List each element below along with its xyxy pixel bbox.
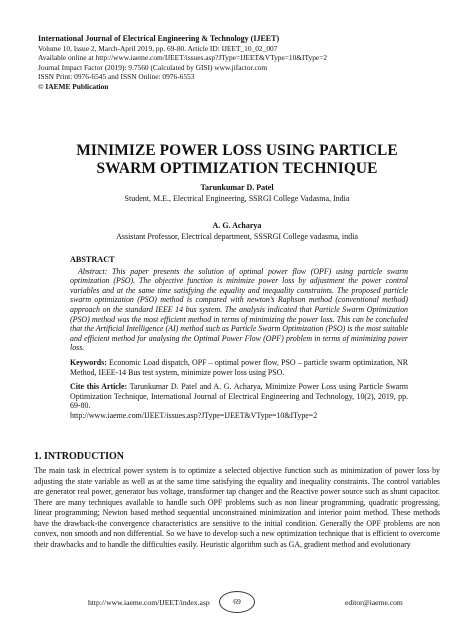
- section-body: The main task in electrical power system is to optimize a selected objective function such as minimization of power loss by adjusting the state variable as well as at the same time satisfying the equality and inequality constraints. The control variables are generator real power, generator bus voltage, transformer tap changer and the Reactive power source such as shunt capacitor. There are many techniques available to handle such OPF problems such as non linear programming, quadratic progressing, linear programming; Newton based method sequential unconstrained minimization and interior point method. These methods have the drawback-the convergence characteristics are sensitive to the initial condition. Generally the OPF problems are non convex, non smooth and non differential. So we have to develop such a new optimization technique that is efficient to overcome their drawbacks and to handle the difficulties easily. Heuristic algorithm such as GA, gradient method and evolutionary: [34, 466, 440, 549]
- journal-header: [38, 34, 438, 92]
- volume-line: Volume 10, Issue 2, March-April 2019, pp. 69-80. Article ID: IJEET_10_02_007: [38, 43, 278, 53]
- keywords-label: Keywords:: [70, 357, 107, 367]
- author-1-name: Tarunkumar D. Patel: [200, 183, 274, 192]
- abstract-text: Abstract: This paper presents the solution of optimal power flow (OPF) using particle swarm optimization (PSO). The objective function is minimize power loss by adjustment the power control variables and at the same time satisfying the equality and inequality constraints. The proposed particle swarm optimization (PSO) method is compared with newton’s Raphson method (conventional method) approach on the standard IEEE 14 bus system. The analysis indicated that Particle Swarm Optimization (PSO) method was the most efficient method in terms of minimizing the power loss. This can be concluded that the Artificial Intelligence (AI) method such as Particle Swarm Optimization (PSO) is the most suitable and efficient method for analysing the Optimal Power Flow (OPF) problem in terms of minimizing power loss.: [70, 266, 408, 353]
- abstract-block: [70, 255, 408, 421]
- footer-url[interactable]: http://www.iaeme.com/IJEET/index.asp: [88, 598, 210, 607]
- abstract-heading: ABSTRACT: [70, 255, 115, 264]
- issn-line: ISSN Print: 0976-6545 and ISSN Online: 0976-6553: [38, 72, 195, 82]
- page-footer: [0, 591, 474, 615]
- paper-title-line-2: SWARM OPTIMIZATION TECHNIQUE: [96, 160, 378, 177]
- author-2-affiliation: Assistant Professor, Electrical department, SSSRGI College vadasma, india: [116, 232, 358, 241]
- page-number: 69: [219, 591, 255, 613]
- author-2-name: A. G. Acharya: [212, 221, 262, 230]
- author-2: [30, 220, 444, 242]
- publisher-line: © IAEME Publication: [38, 81, 109, 91]
- keywords: [70, 358, 408, 377]
- citation: [70, 382, 408, 420]
- footer-email[interactable]: editor@iaeme.com: [345, 598, 403, 607]
- author-1-affiliation: Student, M.E., Electrical Engineering, SSRGI College Vadasma, India: [124, 194, 350, 203]
- cite-url[interactable]: http://www.iaeme.com/IJEET/issues.asp?JType=IJEET&VType=10&IType=2: [70, 410, 318, 420]
- section-title: 1. INTRODUCTION: [34, 451, 125, 462]
- author-1: [30, 182, 444, 204]
- introduction-section: [34, 451, 440, 550]
- cite-label: Cite this Article:: [70, 382, 128, 392]
- keywords-text: Economic Load dispatch, OPF – optimal power flow, PSO – particle swarm optimization, NR Method, IEEE-14 Bus test system, minimize power loss using PSO.: [70, 357, 408, 377]
- journal-name: International Journal of Electrical Engineering & Technology (IJEET): [38, 34, 280, 43]
- cite-text: Tarunkumar D. Patel and A. G. Acharya, Minimize Power Loss using Particle Swarm Optimization Technique, International Journal of Electrical Engineering and Technology, 10(2), 2019, pp. 69-80.: [70, 382, 408, 411]
- paper-title-line-1: MINIMIZE POWER LOSS USING PARTICLE: [76, 142, 398, 159]
- available-online-line[interactable]: Available online at http://www.iaeme.com/IJEET/issues.asp?JType=IJEET&VType=10&IType=2: [38, 53, 328, 63]
- paper-title: [30, 142, 444, 178]
- impact-factor-line: Journal Impact Factor (2019): 9.7560 (Calculated by GISI) www.jifactor.com: [38, 62, 268, 72]
